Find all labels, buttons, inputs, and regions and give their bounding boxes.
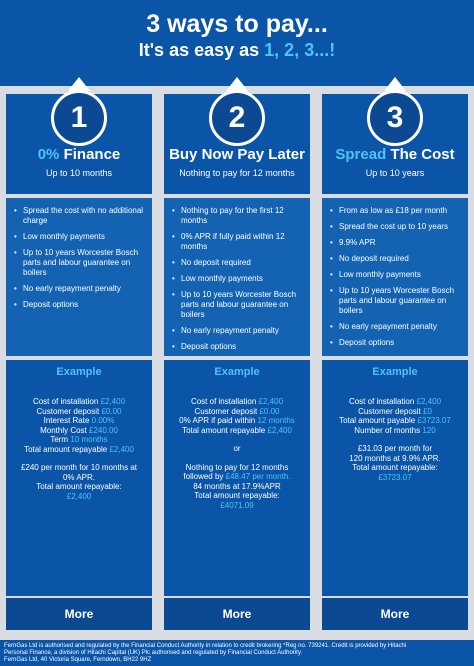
example-title: Example — [56, 366, 102, 378]
example-line — [6, 435, 152, 445]
example-label: Cost of installation — [190, 397, 257, 406]
plan-features — [322, 198, 468, 356]
feature-item: • Deposit options — [330, 338, 462, 348]
feature-item: • Nothing to pay for the first 12 months — [172, 206, 304, 226]
summary-value: £2,400 — [66, 491, 92, 501]
summary-value: £3723.07 — [378, 472, 412, 482]
example-label: Total amount payable — [339, 416, 416, 425]
summary-text: £31.03 per month for — [357, 444, 433, 453]
summary-text: 120 months at 9.9% APR. — [349, 453, 441, 463]
feature-item: • Spread the cost up to 10 years — [330, 222, 462, 232]
summary-line — [322, 444, 468, 454]
summary-text: Nothing to pay for 12 months — [185, 462, 289, 472]
summary-value: £48.47 per month. — [225, 472, 291, 481]
feature-list — [14, 206, 146, 310]
example-line — [164, 397, 310, 407]
plan-name — [322, 146, 468, 164]
example-label: Cost of installation — [32, 397, 99, 406]
hero-header — [0, 0, 474, 86]
summary-text: Total amount repayable: — [194, 491, 280, 500]
plan-header — [164, 94, 310, 194]
summary-text: Total amount repayable: — [352, 463, 438, 472]
subtitle-numbers: 1, 2, 3...! — [264, 40, 336, 60]
feature-item: • Up to 10 years Worcester Bosch parts and labour guarantee on boilers — [14, 248, 146, 278]
feature-item: • No deposit required — [330, 254, 462, 264]
example-label: Total amount repayable — [182, 425, 266, 435]
example-label: Monthly Cost — [40, 425, 87, 435]
plan-column-1 — [6, 94, 152, 634]
footer-line-3: FernGas Ltd, 40 Victoria Square, Ferndown, BH22 9HZ — [4, 657, 152, 663]
footer-line-2: Personal Finance, a division of Hitachi Capital (UK) Plc authorised and regulated by Financial Conduct Authority. — [4, 650, 303, 656]
example-line — [322, 426, 468, 436]
feature-item: • Low monthly payments — [172, 274, 304, 284]
summary-line — [164, 491, 310, 501]
example-value: £0 — [423, 406, 432, 416]
plan-example — [6, 360, 152, 596]
more-button[interactable]: More — [322, 598, 468, 630]
summary-line — [164, 472, 310, 482]
plan-name-text: The Cost — [390, 146, 455, 163]
example-value: 120 — [422, 425, 436, 435]
spacer — [6, 454, 152, 463]
example-value: £3723.07 — [417, 416, 451, 425]
summary-line — [164, 482, 310, 492]
feature-item: • Deposit options — [172, 342, 304, 352]
example-value: 12 months — [257, 416, 295, 425]
example-line — [164, 426, 310, 436]
feature-item: • Up to 10 years Worcester Bosch parts and labour guarantee on boilers — [172, 290, 304, 320]
summary-line — [322, 473, 468, 483]
spacer — [164, 435, 310, 444]
plan-column-3 — [322, 94, 468, 634]
spacer — [322, 435, 468, 444]
example-label: Customer deposit — [358, 406, 421, 416]
plan-features — [6, 198, 152, 356]
plan-number-badge: 1 — [51, 90, 107, 146]
summary-line — [322, 454, 468, 464]
more-button[interactable]: More — [164, 598, 310, 630]
plan-number-badge: 3 — [367, 90, 423, 146]
example-line — [6, 416, 152, 426]
page-title: 3 ways to pay... — [146, 10, 328, 38]
feature-item: • No deposit required — [172, 258, 304, 268]
example-value: £0.00 — [259, 406, 280, 416]
footer-line-1: FernGas Ltd is authorised and regulated by the Financial Conduct Authority in relation to credit brokering *Reg no. 739241. Credit is provided by Hitachi — [4, 643, 407, 649]
plan-name — [6, 146, 152, 164]
feature-item: • 0% APR if fully paid within 12 months — [172, 232, 304, 252]
example-label: Customer deposit — [194, 406, 258, 416]
plan-example — [164, 360, 310, 596]
subtitle-lead: It's as easy as — [138, 40, 260, 60]
example-line — [6, 426, 152, 436]
plan-example — [322, 360, 468, 596]
example-value: 10 months — [70, 435, 108, 444]
plan-name-text: Finance — [63, 146, 121, 163]
example-label: Cost of installation — [348, 397, 415, 406]
example-value: £240.00 — [89, 425, 118, 435]
plan-name-accent: 0% — [37, 146, 60, 163]
example-label: Customer deposit — [36, 406, 100, 416]
summary-line — [164, 463, 310, 473]
feature-item: • No early repayment penalty — [330, 322, 462, 332]
summary-text: £240 per month for 10 months at — [20, 463, 138, 472]
plan-subtitle: Up to 10 years — [365, 168, 425, 178]
example-value: £0.00 — [101, 406, 122, 416]
example-label: Interest Rate — [43, 416, 90, 425]
example-value: £2,400 — [100, 397, 126, 406]
example-label: Term — [50, 435, 69, 444]
summary-text: 84 months at 17.9%APR — [193, 481, 281, 491]
plan-subtitle: Up to 10 months — [45, 168, 113, 178]
feature-item: • Low monthly payments — [14, 232, 146, 242]
legal-footer — [0, 640, 474, 666]
example-line — [6, 445, 152, 455]
plan-features — [164, 198, 310, 356]
example-value: £2,400 — [109, 444, 134, 454]
example-value: 0.00% — [91, 416, 115, 425]
page-subtitle — [0, 39, 474, 61]
summary-line — [322, 463, 468, 473]
summary-line — [6, 482, 152, 492]
example-value: £2,400 — [416, 397, 442, 406]
more-button[interactable]: More — [6, 598, 152, 630]
example-line — [6, 397, 152, 407]
plan-header — [6, 94, 152, 194]
summary-text: Total amount repayable: — [36, 482, 122, 491]
plans-section — [0, 86, 474, 640]
feature-list — [330, 206, 462, 348]
spacer — [164, 454, 310, 463]
feature-item: • Spread the cost with no additional charge — [14, 206, 146, 226]
summary-value: £4071.09 — [220, 500, 254, 510]
feature-item: • Up to 10 years Worcester Bosch parts and labour guarantee on boilers — [330, 286, 462, 316]
example-value: £2,400 — [258, 397, 284, 406]
feature-item: • 9.9% APR — [330, 238, 462, 248]
example-line — [164, 407, 310, 417]
example-value: £2,400 — [267, 425, 292, 435]
example-line — [322, 397, 468, 407]
summary-line — [6, 492, 152, 502]
example-line — [6, 407, 152, 417]
summary-text: 0% APR. — [62, 472, 95, 482]
summary-line — [6, 463, 152, 473]
feature-item: • Low monthly payments — [330, 270, 462, 280]
plan-number-badge: 2 — [209, 90, 265, 146]
plan-name-text: Buy Now Pay Later — [169, 146, 305, 163]
plan-header — [322, 94, 468, 194]
example-title: Example — [372, 366, 418, 378]
example-label: Total amount repayable — [24, 444, 108, 454]
summary-text: followed by — [183, 472, 224, 481]
example-line — [322, 407, 468, 417]
plan-subtitle: Nothing to pay for 12 months — [179, 168, 295, 178]
example-line — [322, 416, 468, 426]
example-line — [164, 416, 310, 426]
or-separator: or — [233, 444, 241, 453]
feature-item: • No early repayment penalty — [14, 284, 146, 294]
feature-list — [172, 206, 304, 352]
feature-item: • No early repayment penalty — [172, 326, 304, 336]
plan-column-2 — [164, 94, 310, 634]
plan-name — [164, 146, 310, 164]
example-label: 0% APR if paid within — [179, 416, 256, 425]
feature-item: • From as low as £18 per month — [330, 206, 462, 216]
feature-item: • Deposit options — [14, 300, 146, 310]
plan-name-accent: Spread — [335, 146, 387, 163]
summary-line — [6, 473, 152, 483]
example-title: Example — [214, 366, 260, 378]
summary-line — [164, 501, 310, 511]
example-label: Number of months — [354, 425, 421, 435]
